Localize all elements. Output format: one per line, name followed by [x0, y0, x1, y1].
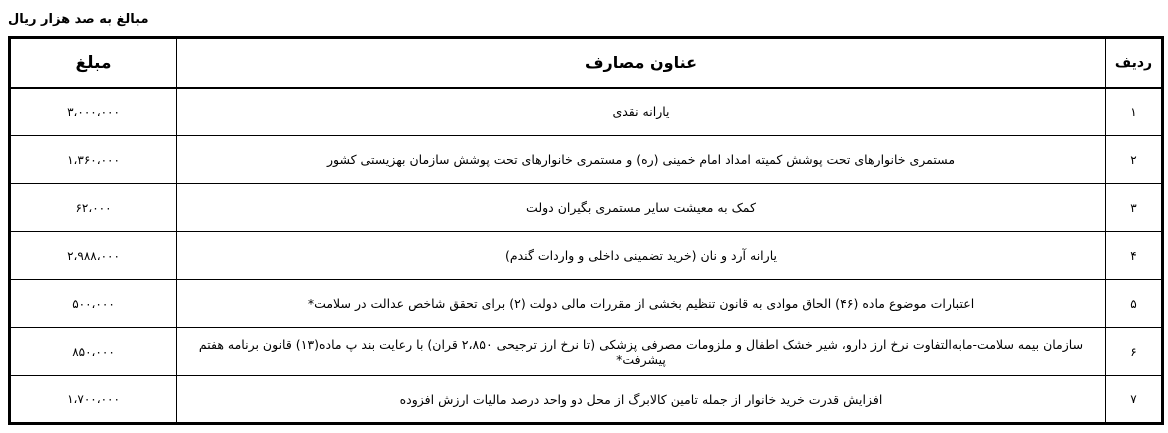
- table-row: [10, 376, 1163, 424]
- expense-title-cell: یارانه نقدی: [177, 88, 1106, 136]
- header-expense-title: عناون مصارف: [177, 38, 1106, 88]
- amount-cell: ۱،۷۰۰،۰۰۰: [10, 376, 177, 424]
- row-number-cell: ۳: [1106, 184, 1163, 232]
- table-row: [10, 184, 1163, 232]
- amount-cell: ۱،۳۶۰،۰۰۰: [10, 136, 177, 184]
- expense-title-cell: مستمری خانوارهای تحت پوشش کمیته امداد امام خمینی (ره) و مستمری خانوارهای تحت پوشش سازمان بهزیستی کشور: [177, 136, 1106, 184]
- row-number-cell: ۲: [1106, 136, 1163, 184]
- amount-cell: ۸۵۰،۰۰۰: [10, 328, 177, 376]
- row-number-cell: ۴: [1106, 232, 1163, 280]
- row-number-cell: ۶: [1106, 328, 1163, 376]
- amount-cell: ۲،۹۸۸،۰۰۰: [10, 232, 177, 280]
- row-number-cell: ۱: [1106, 88, 1163, 136]
- expense-title-cell: سازمان بیمه سلامت-مابه‌التفاوت نرخ ارز دارو، شیر خشک اطفال و ملزومات مصرفی پزشکی (تا نرخ ارز ترجیحی ۲،۸۵۰ قران) با رعایت بند پ ماده(۱۳) قانون برنامه هفتم پیشرفت*: [177, 328, 1106, 376]
- table-header: [10, 38, 1163, 88]
- amount-cell: ۳،۰۰۰،۰۰۰: [10, 88, 177, 136]
- expense-title-cell: افزایش قدرت خرید خانوار از جمله تامین کالابرگ از محل دو واحد درصد مالیات ارزش افزوده: [177, 376, 1106, 424]
- table-row: [10, 136, 1163, 184]
- table-row: [10, 280, 1163, 328]
- header-row: [10, 38, 1163, 88]
- amount-cell: ۵۰۰،۰۰۰: [10, 280, 177, 328]
- expense-title-cell: کمک به معیشت سایر مستمری بگیران دولت: [177, 184, 1106, 232]
- table-caption-units-note: مبالغ به صد هزار ریال: [8, 12, 149, 27]
- expense-title-cell: یارانه آرد و نان (خرید تضمینی داخلی و واردات گندم): [177, 232, 1106, 280]
- row-number-cell: ۵: [1106, 280, 1163, 328]
- table-row: [10, 232, 1163, 280]
- header-amount: مبلغ: [10, 38, 177, 88]
- table-row: [10, 328, 1163, 376]
- table-row: [10, 88, 1163, 136]
- amount-cell: ۶۲،۰۰۰: [10, 184, 177, 232]
- table-body: [10, 88, 1163, 424]
- row-number-cell: ۷: [1106, 376, 1163, 424]
- header-row-number: ردیف: [1106, 38, 1163, 88]
- expenses-table: [8, 36, 1164, 425]
- expense-title-cell: اعتبارات موضوع ماده (۴۶) الحاق موادی به قانون تنظیم بخشی از مقررات مالی دولت (۲) برای تحقق شاخص عدالت در سلامت*: [177, 280, 1106, 328]
